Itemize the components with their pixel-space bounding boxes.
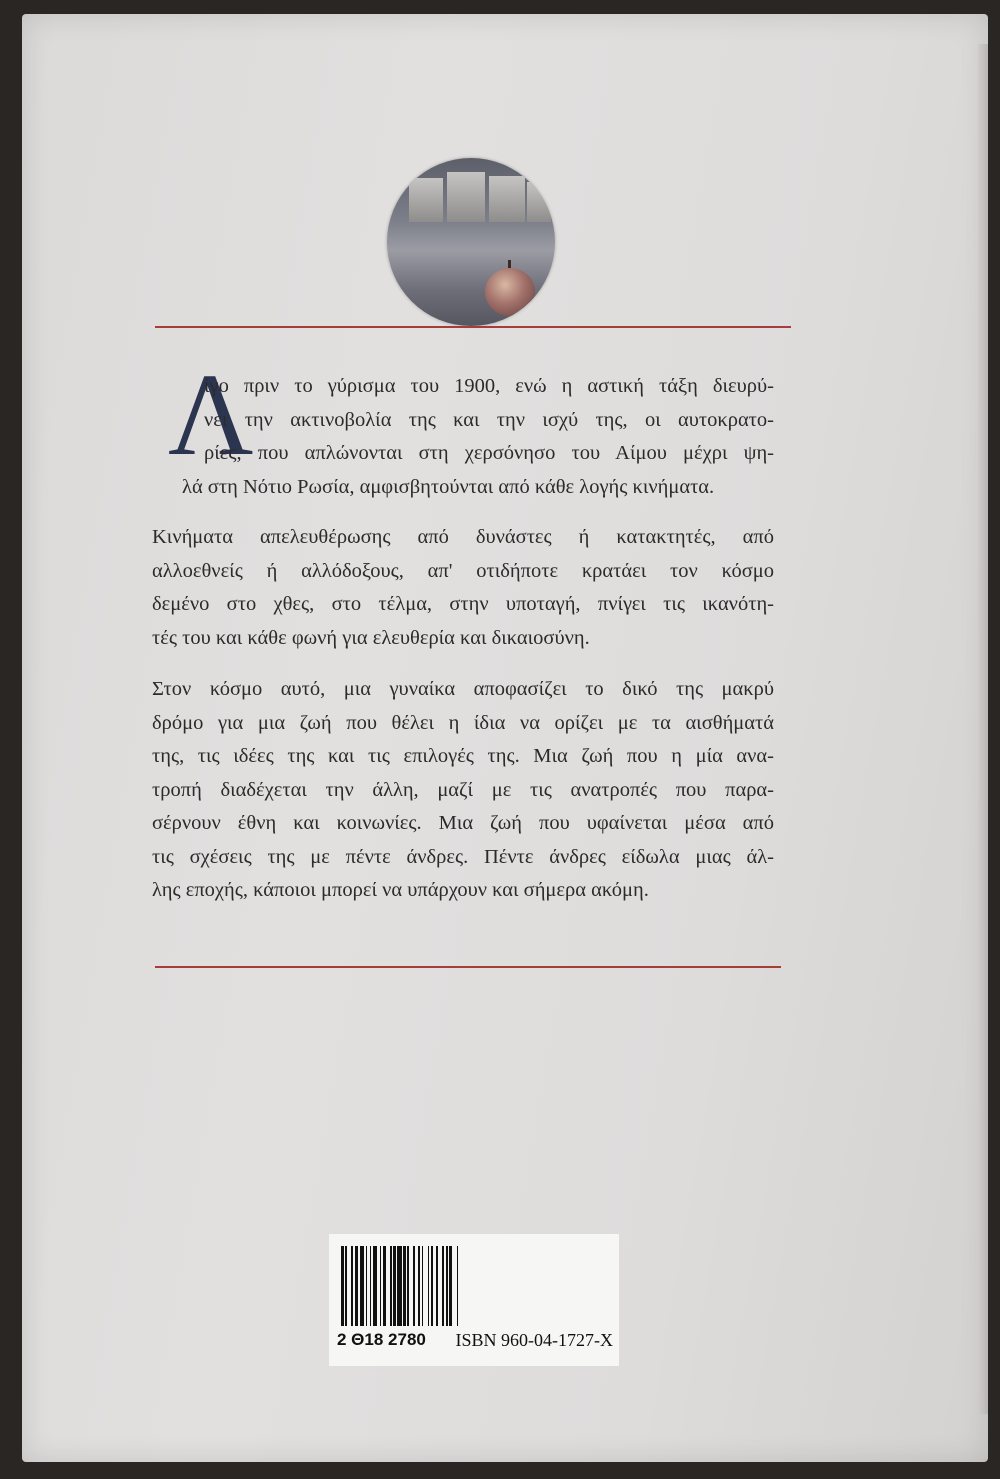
text-line: τές του και κάθε φωνή για ελευθερία και δικαιοσύνη. (152, 626, 590, 649)
text-line: δεμένο στο χθες, στο τέλμα, στην υποταγή, πνίγει τις ικανότη- (152, 593, 774, 615)
drop-cap: Λ (168, 349, 254, 480)
text-line: λά στη Νότιο Ρωσία, αμφισβητούνται από κάθε λογής κινήματα. (182, 475, 715, 498)
isbn-label: ISBN 960-04-1727-X (455, 1330, 613, 1350)
apple-image (485, 268, 535, 316)
blurb-paragraph-2 (152, 521, 774, 655)
text-line: σέρνουν έθνη και κοινωνίες. Μια ζωή που υφαίνεται μέσα από (152, 812, 774, 834)
top-divider (155, 326, 791, 328)
barcode-panel (329, 1234, 619, 1366)
text-line: Στον κόσμο αυτό, μια γυναίκα αποφασίζει το δικό της μακρύ (152, 678, 774, 700)
text-line: Κινήματα απελευθέρωσης από δυνάστες ή κατακτητές, από (152, 526, 774, 548)
text-line: τις σχέσεις της με πέντε άνδρες. Πέντε άνδρες είδωλα μιας άλ- (152, 845, 774, 868)
text-line: ρίες, που απλώνονται στη χερσόνησο του Αίμου μέχρι ψη- (204, 442, 774, 464)
text-line: της, τις ιδέες της και τις επιλογές της. Μια ζωή που η μία ανα- (152, 745, 774, 767)
text-line: νει την ακτινοβολία της και την ισχύ της, οι αυτοκρατο- (204, 408, 774, 431)
barcode-bars (341, 1246, 607, 1326)
cover-medallion-image (387, 158, 555, 326)
text-line: αλλοεθνείς ή αλλόδοξους, απ' οτιδήποτε κρατάει τον κόσμο (152, 559, 774, 582)
text-line: ίγο πριν το γύρισμα του 1900, ενώ η αστική τάξη διευρύ- (204, 375, 774, 397)
blurb-paragraph-3 (152, 673, 774, 908)
bottom-divider (155, 966, 781, 968)
barcode-number: 2 Θ18 2780 (337, 1330, 426, 1349)
text-line: τροπή διαδέχεται την άλλη, μαζί με τις ανατροπές που παρα- (152, 778, 774, 801)
text-line: δρόμο για μια ζωή που θέλει η ίδια να ορίζει με τα αισθήματά (152, 711, 774, 734)
cover-edge (978, 44, 988, 1414)
blurb-paragraph-1 (152, 370, 774, 504)
text-line: λης εποχής, κάποιοι μπορεί να υπάρχουν και σήμερα ακόμη. (152, 879, 649, 901)
